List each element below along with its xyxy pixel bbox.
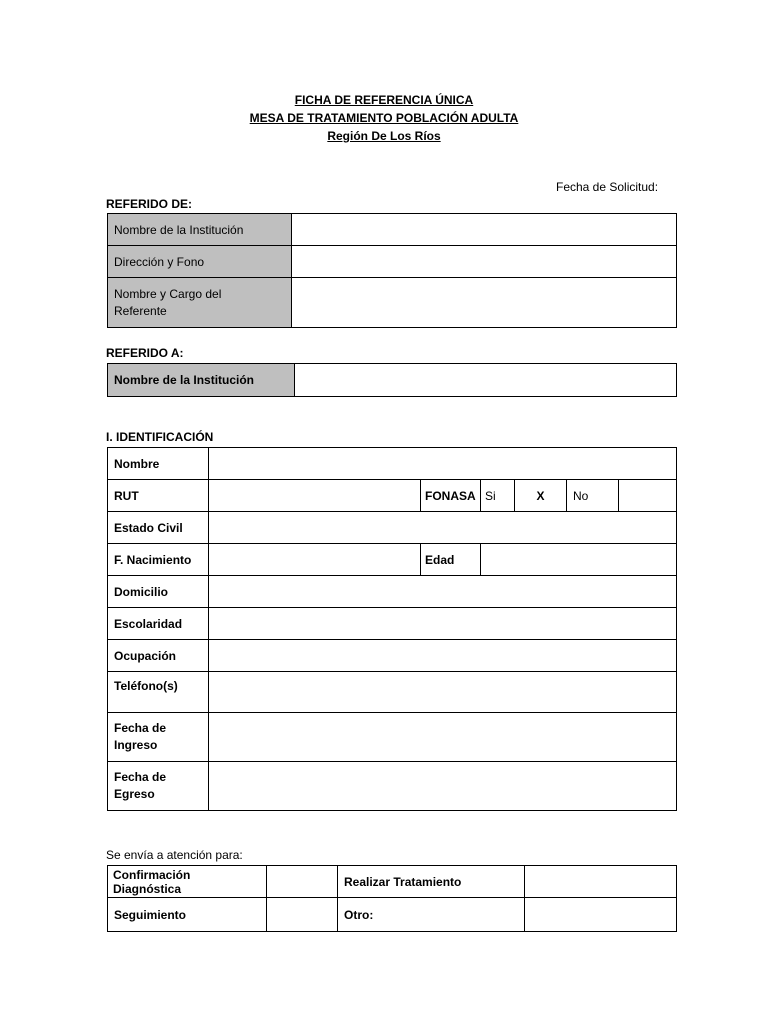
ocupacion-field[interactable] [209, 640, 677, 672]
identificacion-heading: I. IDENTIFICACIÓN [106, 430, 214, 444]
referido-a-table [107, 363, 677, 397]
referente-label [108, 278, 292, 328]
realizar-tratamiento-label: Realizar Tratamiento [338, 866, 525, 898]
nombre-label: Nombre [108, 448, 209, 480]
referido-de-table [107, 213, 677, 328]
escolaridad-field[interactable] [209, 608, 677, 640]
direccion-fono-field[interactable] [292, 246, 677, 278]
confirmacion-label: Confirmación Diagnóstica [108, 866, 267, 898]
form-subtitle: MESA DE TRATAMIENTO POBLACIÓN ADULTA [249, 111, 519, 125]
fecha-solicitud-label: Fecha de Solicitud: [556, 180, 659, 194]
identificacion-table [107, 447, 677, 811]
otro-label: Otro: [338, 898, 525, 932]
seguimiento-label: Seguimiento [108, 898, 267, 932]
telefono-label: Teléfono(s) [108, 672, 209, 713]
fonasa-si-checkbox[interactable]: X [515, 480, 567, 512]
nombre-field[interactable] [209, 448, 677, 480]
fecha-ingreso-label [108, 713, 209, 762]
fecha-egreso-line2: Egreso [114, 787, 155, 801]
atencion-heading: Se envía a atención para: [106, 848, 243, 862]
fecha-nacimiento-field[interactable] [209, 544, 421, 576]
confirmacion-checkbox[interactable] [267, 866, 338, 898]
referido-de-heading: REFERIDO DE: [106, 197, 193, 211]
otro-field[interactable] [525, 898, 677, 932]
edad-field[interactable] [481, 544, 677, 576]
fecha-egreso-line1: Fecha de [114, 770, 167, 784]
fecha-nacimiento-label: F. Nacimiento [108, 544, 209, 576]
institucion-label: Nombre de la Institución [108, 214, 292, 246]
fecha-egreso-label [108, 762, 209, 811]
fonasa-label: FONASA [421, 480, 481, 512]
fecha-ingreso-field[interactable] [209, 713, 677, 762]
rut-field[interactable] [209, 480, 421, 512]
edad-label: Edad [421, 544, 481, 576]
form-region: Región De Los Ríos [327, 129, 441, 143]
escolaridad-label: Escolaridad [108, 608, 209, 640]
fecha-ingreso-line1: Fecha de [114, 721, 167, 735]
estado-civil-field[interactable] [209, 512, 677, 544]
direccion-fono-label: Dirección y Fono [108, 246, 292, 278]
referente-field[interactable] [292, 278, 677, 328]
fonasa-no-checkbox[interactable] [619, 480, 677, 512]
atencion-table [107, 865, 677, 932]
rut-label: RUT [108, 480, 209, 512]
referido-a-heading: REFERIDO A: [106, 346, 184, 360]
seguimiento-checkbox[interactable] [267, 898, 338, 932]
fonasa-no-label: No [567, 480, 619, 512]
domicilio-field[interactable] [209, 576, 677, 608]
referente-label-line1: Nombre y Cargo del [114, 286, 222, 301]
institucion-destino-field[interactable] [295, 364, 677, 397]
domicilio-label: Domicilio [108, 576, 209, 608]
realizar-tratamiento-checkbox[interactable] [525, 866, 677, 898]
telefono-field[interactable] [209, 672, 677, 713]
fecha-egreso-field[interactable] [209, 762, 677, 811]
fonasa-si-label: Si [481, 480, 515, 512]
referente-label-line2: Referente [114, 303, 167, 318]
estado-civil-label: Estado Civil [108, 512, 209, 544]
ocupacion-label: Ocupación [108, 640, 209, 672]
institucion-field[interactable] [292, 214, 677, 246]
form-title: FICHA DE REFERENCIA ÚNICA [294, 93, 474, 107]
fecha-ingreso-line2: Ingreso [114, 738, 158, 752]
institucion-destino-label: Nombre de la Institución [108, 364, 295, 397]
